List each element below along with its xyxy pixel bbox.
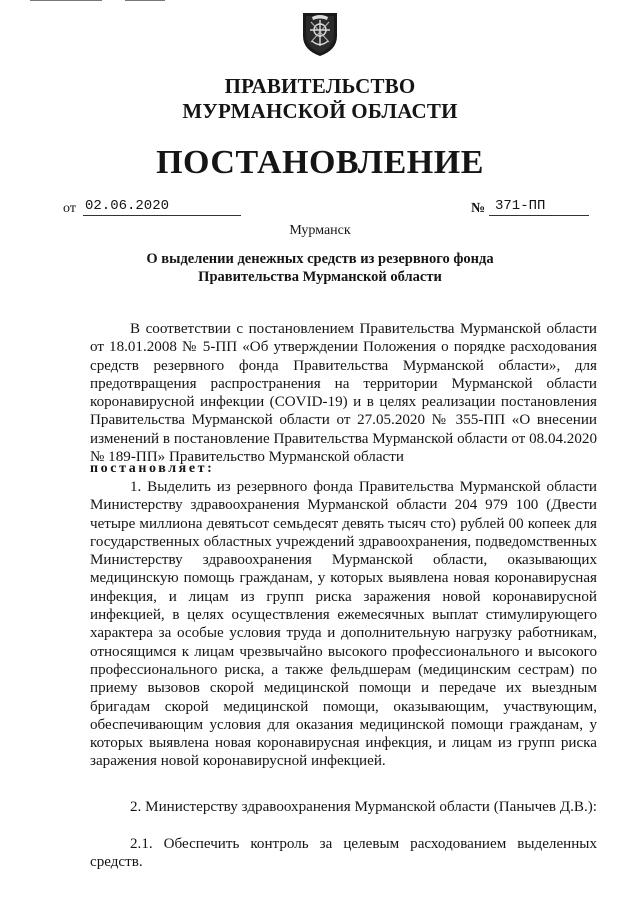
government-name-line1: ПРАВИТЕЛЬСТВО (224, 74, 416, 98)
preamble-text: В соответствии с постановлением Правительства Мурманской области от 18.01.2008 № 5-ПП «Об утверждении Положения о порядке расходования средств резервного фонда Правительства Мурманской области», для предотвращения распространения на территории Мурманской области коронавирусной инфекции (COVID-19) и в целях реализации постановления Правительства Мурманской области от 27.05.2020 № 355-ПП «О внесении изменений в постановление Правительства Мурманской области от 08.04.2020 № 189-ПП» Правительство Мурманской области (90, 321, 597, 466)
document-subject (0, 250, 640, 286)
government-name-line2: МУРМАНСКОЙ ОБЛАСТИ (182, 99, 458, 123)
document-date: 02.06.2020 (83, 197, 241, 216)
document-type-title: ПОСТАНОВЛЕНИЕ (156, 144, 484, 181)
item-1-paragraph (90, 478, 597, 771)
number-prefix: № (471, 201, 486, 216)
subject-line1: О выделении денежных средств из резервного фонда (146, 251, 494, 267)
date-number-row (63, 197, 590, 221)
item-2-1-paragraph (90, 835, 597, 872)
preamble-paragraph (90, 320, 597, 466)
item-2-paragraph (90, 798, 597, 816)
document-number: 371-ПП (489, 197, 589, 216)
subject-line2: Правительства Мурманской области (198, 269, 442, 285)
government-name (0, 74, 640, 124)
date-prefix: от (63, 201, 76, 216)
scan-edge-marks (30, 0, 170, 2)
item-2-text: 2. Министерству здравоохранения Мурманской области (Панычев Д.В.): (130, 799, 597, 815)
resolves-word: постановляет: (90, 461, 215, 476)
coat-of-arms-emblem-icon (300, 8, 340, 58)
city-name: Мурманск (289, 223, 351, 238)
item-1-text: 1. Выделить из резервного фонда Правительства Мурманской области Министерству здравоохранения Мурманской области 204 979 100 (Двести четыре миллиона девятьсот семьдесят девять тысяч сто) рублей 00 копеек для государственных областных учреждений здравоохранения, подведомственных Министерству здравоохранения Мурманской области, оказывающих медицинскую помощь гражданам, у которых выявлена новая коронавирусная инфекция, и лицам из групп риска заражения новой коронавирусной инфекцией, в целях осуществления ежемесячных выплат стимулирующего характера за особые условия труда и дополнительную нагрузку работникам, относящимся к лицам чрезвычайно высокого профессионального и высокого профессионального риска, а также фельдшерам (медицинским сестрам) по приему вызовов скорой медицинской помощи и передаче их выездным бригадам скорой медицинской помощи, оказывающим, участвующим, обеспечивающим условия для оказания медицинской помощи гражданам, у которых выявлена новая коронавирусная инфекция, и лицам из групп риска заражения новой коронавирусной инфекцией. (90, 479, 597, 770)
item-2-1-text: 2.1. Обеспечить контроль за целевым расходованием выделенных средств. (90, 836, 597, 871)
